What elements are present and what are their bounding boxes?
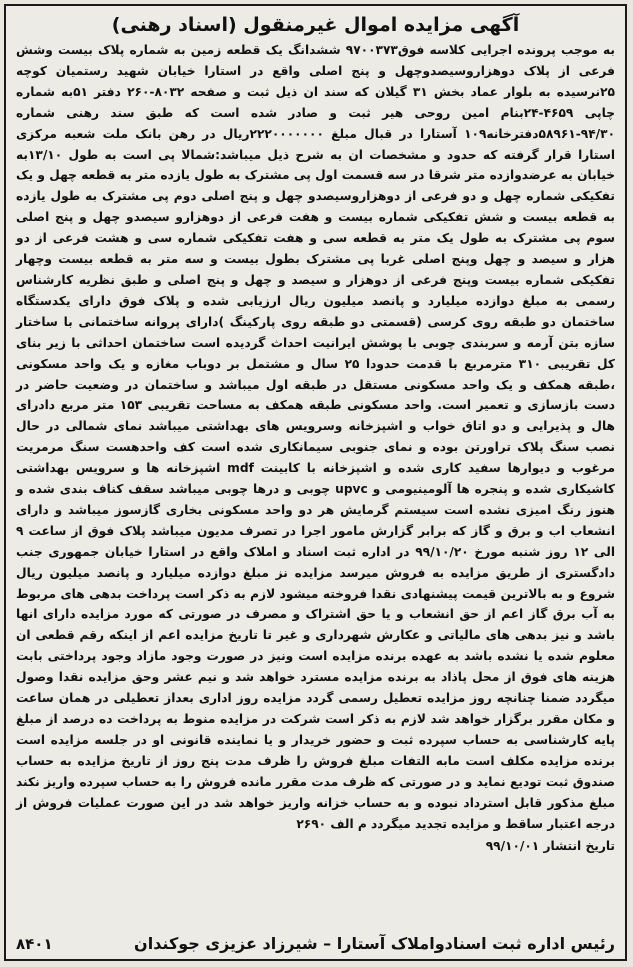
notice-body: به موجب پرونده اجرایی کلاسه فوق۹۷۰۰۳۷۳ ششدانگ یک قطعه زمین به شماره پلاک بیست وشش فرعی از پلاک دوهزاروسیصدوچهل و پنج اصلی واقع در استارا خیابان شهید رستمیان کوچه ۲۵نرسیده به بلوار عماد بخش ۳۱ گیلان که سند ان ذیل ثبت و صفحه ۸۰۳۲-۲۶۰ دفتر ۵۱به شماره چاپی ۴۶۵۹-۲۴بنام امین روحی هیر ثبت و صادر شده است که طبق سند رهنی شماره ۹۴/۳۰-۵۸۹۶۱دفترخانه۱۰۹ آستارا در قبال مبلغ ۲۲۲۰۰۰۰۰۰۰ریال در رهن بانک ملت شعبه مرکزی استارا قرار گرفته که حدود و مشخصات ان به شرح ذیل میباشد:شمالا پی است به طول ۱۳/۱۰به خیابان به عرضدوازده متر شرقا در سه قسمت اول پی مشترک به طول یازده متر به قطعه چهل و یک تفکیکی شماره چهل و دو فرعی از دوهزاروسیصدو چهل و پنج اصلی دوم پی مشترک به طول یازده به قطعه بیست و شش تفکیکی شماره بیست و هفت فرعی از دوهزارو سیصدو چهل و پنج اصلی سوم پی مشترک به طول یک متر به قطعه سی و هفت تفکیکی شماره سی و هشت فرعی از دو هزار و سیصد و چهل وپنج اصلی غربا پی مشترک بطول بیست و سه متر به قطعه بیست وچهار تفکیکی شماره بیست وپنج فرعی از دوهزار و سیصد و چهل و پنج اصلی و طبق نظریه کارشناس رسمی به مبلغ دوازده میلیارد و پانصد میلیون ریال ارزیابی شده و پلاک فوق دارای یکدستگاه ساختمان دو طبقه روی کرسی (قسمتی دو طبقه روی پارکینگ )دارای پروانه ساختمانی با ساختار سازه بتن آرمه و سربندی چوبی با پوشش ایرانیت احداث گردیده است ساختمان احداثی با زیر بنای کل تقریبی ۳۱۰ مترمربع با قدمت حدودا ۲۵ سال و مشتمل بر دوباب مغازه و یک واحد مسکونی ،طبقه همکف و یک واحد مسکونی مستقل در طبقه اول میباشد و ساختمان در وضعیت حاضر در دست بازسازی و تعمیر است. واحد مسکونی طبقه همکف به مساحت تقریبی ۱۵۳ متر مربع دادرای هال و پذیرایی و دو اتاق خواب و اشپزخانه وسرویس های بهداشتی میباشد نمای شمالی در حال نصب سنگ پلاک تراورتن بوده و نمای جنوبی سیمانکاری شده است کف واحدهست سنگ مرمریت مرغوب و دیوارها سفید کاری شده و اشپزخانه با کابینت mdf اشپزخانه ها و سرویس بهداشتی کاشیکاری شده و پنجره ها آلومینیومی و upvc چوبی و درها چوبی میباشد سقف کناف بندی شده و هنوز رنگ امیزی نشده است سیستم گرمایش هر دو واحد مسکونی بخاری گازسوز میباشد و دارای انشعاب اب و برق و گاز که برابر گزارش مامور اجرا در تصرف مدیون میباشد پلاک فوق از ساعت ۹ الی ۱۲ روز شنبه مورخ ۹۹/۱۰/۲۰ در اداره ثبت اسناد و املاک واقع در استارا خیابان جمهوری جنب دادگستری از طریق مزایده به فروش میرسد مزایده نز مبلغ دوازده میلیارد و پانصد میلیون ریال شروع و به بالاترین قیمت پیشنهادی نقدا فروخته میشود لازم به ذکر است پرداخت بدهی های مربوط به آب برق گاز اعم از حق انشعاب و یا حق اشتراک و مصرف در صورتی که مورد مزایده دارای انها باشد و نیز بدهی های مالیاتی و عکارش شهرداری و غیر تا تاریخ مزایده اعم از اینکه رقم قطعی ان معلوم شده یا نشده باشد به عهده برنده مزایده است ونیز در صورت وجود مازاد وجود پرداختی بابت هزینه های فوق از محل پاذاد به برنده مزایده مسترد خواهد شد و نیم عشر وحق مزایده نقدا وصول میگردد ضمنا چنانچه روز مزایده تعطیل رسمی گردد مزایده روز اداری بعداز تعطیلی در همان ساعت و مکان مقرر برگزار خواهد شد لازم به ذکر است شرکت در مزایده منوط به پرداخت ده درصد از مبلغ پایه کارشناسی به حساب سپرده ثبت و حضور خریدار و یا نماینده قانونی او در جلسه مزایده است برنده مزایده مکلف است مابه التفات مبلغ فروش را ظرف مدت پنج روز از تاریخ مزایده به حساب صندوق ثبت تودیع نماید و در صورتی که ظرف مدت مقرر مانده فروش را به حساب سپرده واریز نکند مبلغ مذکور قابل استرداد نبوده و به حساب خزانه واریز خواهد شد در این صورت عملیات فروش از درجه اعتبار ساقط و مزایده تجدید میگردد م الف ۲۶۹۰ [16, 43, 616, 831]
publish-date: تاریخ انتشار ۹۹/۱۰/۰۱ [485, 839, 615, 854]
notice-footer [16, 934, 615, 953]
notice-code: ۸۴۰۱ [16, 935, 53, 953]
auction-notice [4, 4, 627, 961]
signer-line: رئیس اداره ثبت اسنادواملاک آستارا – شیرزاد عزیزی جوکندان [134, 934, 615, 953]
notice-title: آگهی مزایده اموال غیرمنقول (اسناد رهنی) [111, 14, 520, 36]
